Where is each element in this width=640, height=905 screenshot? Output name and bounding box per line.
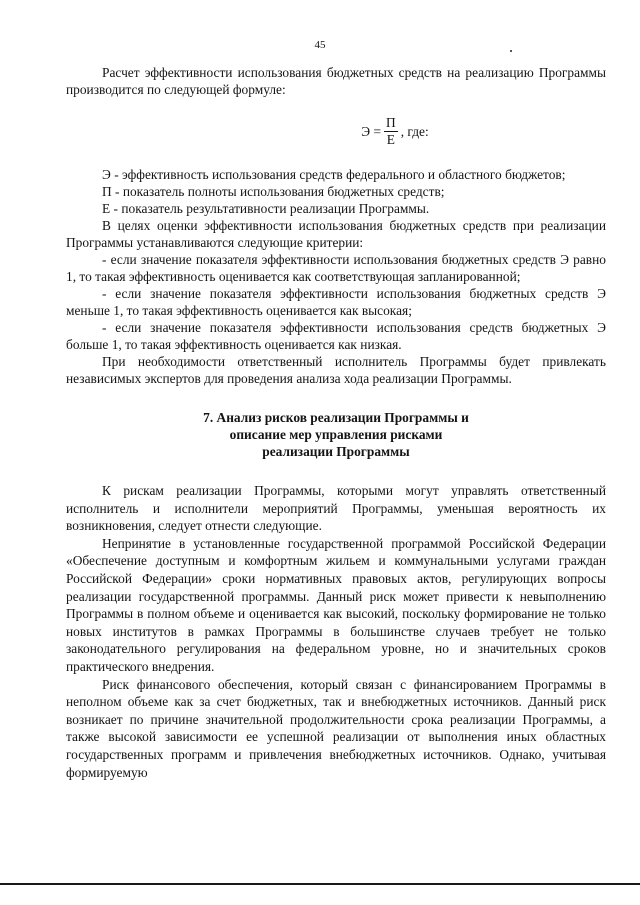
page-bottom-rule	[0, 883, 640, 885]
risk-paragraph: Непринятие в установленные государственной программой Российской Федерации «Обеспечение доступным и комфортным жильем и коммунальными услугами граждан Российской Федерации» сроки нормативных правовых актов, регулирующих вопросы реализации государственной программы. Данный риск может привести к невыполнению Программы в полном объеме и оценивается как высокий, поскольку формирование не только новых институтов в рамках Программы в большинстве случаев требует не только законодательного регулирования на федеральном уровне, но и значительных сроков практического внедрения.	[66, 535, 606, 674]
definition-paragraph: П - показатель полноты использования бюджетных средств;	[102, 184, 445, 199]
section-heading	[66, 409, 606, 460]
section-heading-line: реализации Программы	[262, 444, 410, 459]
formula-denominator: Е	[386, 132, 395, 147]
page-number: 45	[314, 39, 326, 51]
scan-speck	[510, 50, 512, 52]
section-heading-line: описание мер управления рисками	[229, 427, 443, 442]
formula-numerator: П	[386, 115, 396, 130]
section-heading-line: 7. Анализ рисков реализации Программы и	[203, 410, 469, 425]
risk-section	[66, 482, 606, 781]
risk-paragraph: К рискам реализации Программы, которыми могут управлять ответственный исполнитель и исполнители мероприятий Программы, уменьшая вероятность их возникновения, следует отнести следующие.	[66, 483, 606, 534]
criterion-paragraph: - если значение показателя эффективности использования бюджетных средств Э меньше 1, то такая эффективность оценивается как высокая;	[66, 286, 606, 318]
criterion-paragraph: - если значение показателя эффективности использования бюджетных средств Э равно 1, то такая эффективность оценивается как соответствующая запланированной;	[66, 252, 606, 284]
formula-fraction	[384, 115, 398, 148]
formula-suffix: , где:	[400, 124, 429, 139]
efficiency-formula	[66, 115, 606, 148]
criteria-intro-paragraph: В целях оценки эффективности использования бюджетных средств при реализации Программы устанавливаются следующие критерии:	[66, 218, 606, 250]
definition-paragraph: Э - эффективность использования средств федерального и областного бюджетов;	[102, 167, 566, 182]
formula-lhs: Э =	[361, 124, 382, 139]
intro-paragraph: Расчет эффективности использования бюджетных средств на реализацию Программы производится по следующей формуле:	[66, 65, 606, 97]
criterion-paragraph: - если значение показателя эффективности использования средств бюджетных Э больше 1, то такая эффективность оценивается как низкая.	[66, 320, 606, 352]
definition-paragraph: Е - показатель результативности реализации Программы.	[102, 201, 430, 216]
risk-paragraph: Риск финансового обеспечения, который связан с финансированием Программы в неполном объеме как за счет бюджетных, так и внебюджетных источников. Данный риск возникает по причине значительной продолжительности срока реализации Программы, а также высокой зависимости ее успешной реализации от выполнения иных областных государственных программ и привлечения внебюджетных источников. Однако, учитывая формируемую	[66, 676, 606, 780]
experts-paragraph: При необходимости ответственный исполнитель Программы будет привлекать независимых экспертов для проведения анализа хода реализации Программы.	[66, 354, 606, 386]
document-body	[66, 64, 606, 781]
